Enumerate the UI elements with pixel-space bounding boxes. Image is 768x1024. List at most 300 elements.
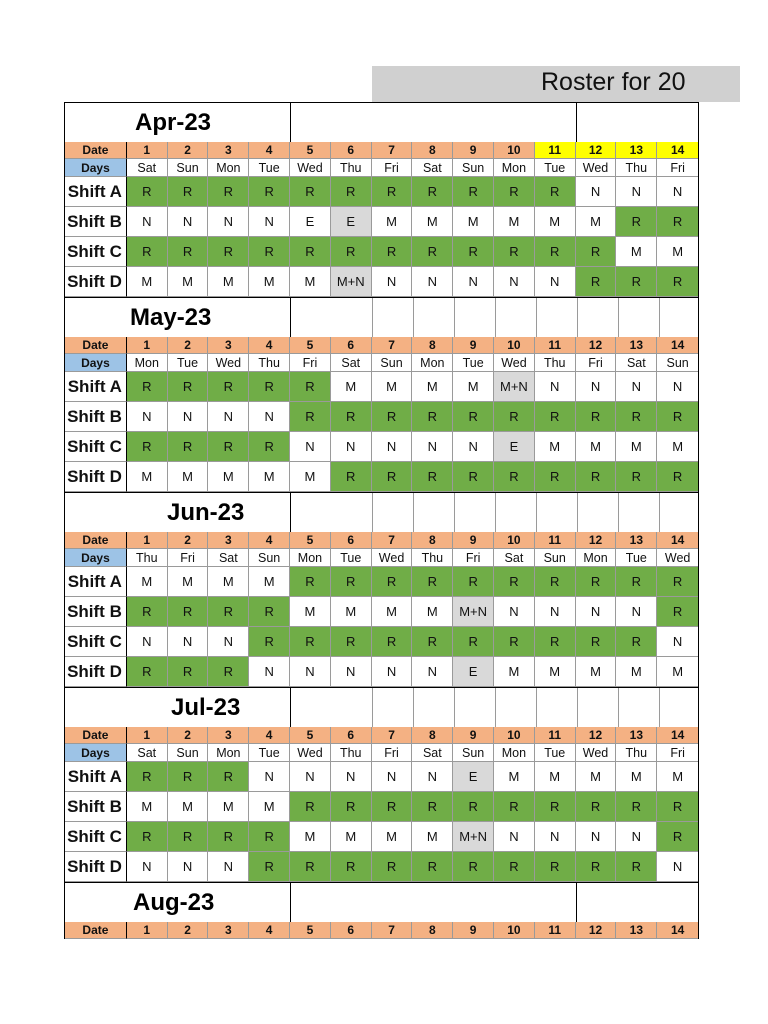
date-cell: 7: [372, 727, 413, 744]
shift-cell: R: [453, 462, 494, 492]
date-cell: 1: [127, 922, 168, 939]
shift-cell: E: [290, 207, 331, 237]
shift-cell: M: [494, 207, 535, 237]
month-title: Jul-23: [171, 693, 241, 721]
shift-cell: M: [372, 597, 413, 627]
month-title: Apr-23: [135, 108, 212, 136]
header-gridline: [659, 688, 660, 727]
shift-cell: M: [412, 822, 453, 852]
shift-cell: N: [657, 372, 698, 402]
date-cell: 13: [616, 922, 657, 939]
date-cell: 13: [616, 727, 657, 744]
shift-row: [64, 597, 699, 627]
date-cell: 6: [331, 922, 372, 939]
shift-cell: R: [249, 627, 290, 657]
shift-cell: N: [331, 432, 372, 462]
shift-cell: N: [535, 597, 576, 627]
shift-cell: R: [657, 402, 698, 432]
shift-cell: R: [412, 792, 453, 822]
date-cell: 9: [453, 142, 494, 159]
shift-cell: N: [127, 402, 168, 432]
shift-cell: R: [208, 237, 249, 267]
shift-cell: R: [616, 207, 657, 237]
date-cell: 2: [168, 142, 209, 159]
shift-cell: M: [331, 822, 372, 852]
shift-cell: R: [372, 567, 413, 597]
date-label: Date: [65, 727, 127, 744]
shift-cell: R: [208, 432, 249, 462]
shift-cell: R: [535, 462, 576, 492]
header-divider: [576, 103, 577, 142]
header-gridline: [536, 493, 537, 532]
shift-label: Shift B: [65, 597, 127, 627]
shift-cell: R: [453, 567, 494, 597]
shift-cell: M: [453, 207, 494, 237]
header-divider: [290, 688, 291, 727]
roster-title: Roster for 20: [541, 68, 686, 96]
shift-cell: R: [290, 792, 331, 822]
shift-cell: R: [494, 567, 535, 597]
date-cell: 6: [331, 532, 372, 549]
date-cell: 11: [535, 922, 576, 939]
date-label: Date: [65, 142, 127, 159]
shift-row: [64, 627, 699, 657]
days-label: Days: [65, 549, 127, 567]
shift-label: Shift D: [65, 852, 127, 882]
day-cell: Tue: [616, 549, 657, 567]
shift-cell: N: [576, 177, 617, 207]
days-row: [64, 354, 699, 372]
shift-cell: M: [249, 267, 290, 297]
shift-cell: N: [576, 597, 617, 627]
shift-cell: R: [331, 237, 372, 267]
shift-cell: R: [208, 177, 249, 207]
date-cell: 8: [412, 922, 453, 939]
day-cell: Thu: [331, 159, 372, 177]
shift-cell: R: [412, 237, 453, 267]
month-header: [64, 882, 699, 922]
date-label: Date: [65, 337, 127, 354]
date-cell: 11: [535, 727, 576, 744]
date-cell: 8: [412, 337, 453, 354]
shift-cell: R: [576, 852, 617, 882]
date-cell: 14: [657, 922, 698, 939]
shift-cell: R: [208, 657, 249, 687]
shift-label: Shift C: [65, 237, 127, 267]
shift-label: Shift C: [65, 432, 127, 462]
header-gridline: [536, 298, 537, 337]
day-cell: Mon: [412, 354, 453, 372]
shift-cell: M: [657, 237, 698, 267]
shift-cell: R: [494, 627, 535, 657]
date-cell: 13: [616, 337, 657, 354]
shift-cell: R: [412, 177, 453, 207]
shift-cell: R: [453, 852, 494, 882]
day-cell: Thu: [616, 744, 657, 762]
shift-cell: R: [168, 822, 209, 852]
day-cell: Sun: [168, 159, 209, 177]
date-cell: 5: [290, 337, 331, 354]
shift-cell: R: [616, 792, 657, 822]
shift-cell: M: [372, 822, 413, 852]
shift-cell: N: [576, 372, 617, 402]
shift-cell: N: [249, 402, 290, 432]
month-header: [64, 297, 699, 337]
shift-cell: R: [168, 762, 209, 792]
shift-cell: N: [290, 432, 331, 462]
date-cell: 10: [494, 337, 535, 354]
header-gridline: [536, 688, 537, 727]
shift-label: Shift A: [65, 762, 127, 792]
date-cell: 4: [249, 532, 290, 549]
shift-cell: R: [168, 657, 209, 687]
day-cell: Sun: [453, 744, 494, 762]
header-gridline: [413, 493, 414, 532]
date-label: Date: [65, 922, 127, 939]
shift-cell: R: [249, 237, 290, 267]
day-cell: Thu: [331, 744, 372, 762]
shift-cell: R: [412, 567, 453, 597]
date-cell: 3: [208, 337, 249, 354]
day-cell: Tue: [249, 744, 290, 762]
day-cell: Fri: [372, 744, 413, 762]
shift-cell: R: [453, 402, 494, 432]
day-cell: Sun: [453, 159, 494, 177]
shift-cell: N: [208, 627, 249, 657]
shift-cell: R: [290, 852, 331, 882]
date-cell: 3: [208, 532, 249, 549]
shift-cell: R: [168, 177, 209, 207]
date-row: [64, 337, 699, 354]
date-cell: 14: [657, 727, 698, 744]
date-row: [64, 727, 699, 744]
day-cell: Thu: [249, 354, 290, 372]
shift-cell: N: [208, 402, 249, 432]
day-cell: Wed: [372, 549, 413, 567]
day-cell: Fri: [657, 744, 698, 762]
shift-cell: R: [208, 762, 249, 792]
shift-cell: R: [535, 792, 576, 822]
date-cell: 5: [290, 922, 331, 939]
date-cell: 1: [127, 337, 168, 354]
shift-cell: M: [616, 432, 657, 462]
day-cell: Mon: [208, 744, 249, 762]
shift-cell: M: [331, 372, 372, 402]
shift-cell: R: [168, 432, 209, 462]
day-cell: Tue: [249, 159, 290, 177]
shift-row: [64, 567, 699, 597]
shift-cell: N: [127, 627, 168, 657]
shift-cell: R: [657, 462, 698, 492]
date-cell: 1: [127, 142, 168, 159]
shift-row: [64, 462, 699, 492]
header-divider: [290, 298, 291, 337]
shift-cell: M: [616, 237, 657, 267]
shift-cell: R: [127, 237, 168, 267]
shift-cell: R: [127, 597, 168, 627]
day-cell: Thu: [412, 549, 453, 567]
shift-cell: M: [576, 657, 617, 687]
shift-label: Shift D: [65, 657, 127, 687]
shift-cell: R: [290, 177, 331, 207]
shift-cell: R: [535, 627, 576, 657]
date-cell: 12: [576, 337, 617, 354]
date-cell: 12: [576, 922, 617, 939]
shift-cell: R: [372, 462, 413, 492]
shift-cell: R: [535, 237, 576, 267]
shift-cell: N: [616, 597, 657, 627]
shift-label: Shift D: [65, 267, 127, 297]
shift-cell: E: [494, 432, 535, 462]
date-cell: 11: [535, 532, 576, 549]
day-cell: Thu: [127, 549, 168, 567]
shift-cell: N: [127, 207, 168, 237]
shift-cell: R: [616, 267, 657, 297]
shift-cell: N: [290, 762, 331, 792]
shift-cell: R: [208, 822, 249, 852]
shift-cell: M: [127, 267, 168, 297]
shift-cell: M: [616, 762, 657, 792]
shift-cell: R: [535, 852, 576, 882]
shift-row: [64, 372, 699, 402]
day-cell: Sun: [249, 549, 290, 567]
shift-cell: M: [290, 822, 331, 852]
shift-cell: R: [127, 177, 168, 207]
date-cell: 2: [168, 337, 209, 354]
shift-cell: N: [331, 762, 372, 792]
date-cell: 8: [412, 142, 453, 159]
shift-row: [64, 792, 699, 822]
date-cell: 12: [576, 142, 617, 159]
header-gridline: [495, 298, 496, 337]
shift-cell: R: [208, 597, 249, 627]
shift-cell: R: [576, 237, 617, 267]
day-cell: Mon: [290, 549, 331, 567]
day-cell: Fri: [372, 159, 413, 177]
shift-cell: M: [127, 462, 168, 492]
shift-cell: R: [494, 462, 535, 492]
shift-cell: R: [168, 597, 209, 627]
shift-cell: M: [657, 762, 698, 792]
month-header: [64, 687, 699, 727]
day-cell: Sat: [412, 744, 453, 762]
shift-cell: R: [249, 852, 290, 882]
header-gridline: [372, 298, 373, 337]
shift-cell: R: [412, 852, 453, 882]
date-cell: 8: [412, 532, 453, 549]
header-gridline: [372, 688, 373, 727]
date-cell: 11: [535, 142, 576, 159]
shift-cell: N: [494, 267, 535, 297]
date-cell: 2: [168, 922, 209, 939]
roster-sheet: [64, 102, 699, 939]
shift-label: Shift B: [65, 207, 127, 237]
header-gridline: [495, 493, 496, 532]
shift-cell: R: [453, 627, 494, 657]
shift-cell: M: [168, 267, 209, 297]
shift-cell: E: [453, 762, 494, 792]
shift-cell: R: [657, 822, 698, 852]
shift-cell: N: [168, 627, 209, 657]
shift-cell: M: [372, 207, 413, 237]
day-cell: Thu: [616, 159, 657, 177]
date-cell: 3: [208, 727, 249, 744]
days-label: Days: [65, 744, 127, 762]
shift-cell: R: [372, 792, 413, 822]
shift-cell: R: [372, 237, 413, 267]
shift-cell: R: [616, 627, 657, 657]
header-gridline: [413, 688, 414, 727]
shift-cell: N: [290, 657, 331, 687]
header-gridline: [454, 493, 455, 532]
date-cell: 8: [412, 727, 453, 744]
shift-cell: M: [657, 657, 698, 687]
shift-cell: R: [657, 597, 698, 627]
shift-cell: R: [290, 372, 331, 402]
shift-cell: M: [290, 267, 331, 297]
day-cell: Fri: [290, 354, 331, 372]
shift-cell: M: [576, 762, 617, 792]
shift-cell: M: [208, 267, 249, 297]
day-cell: Wed: [290, 744, 331, 762]
shift-cell: R: [208, 372, 249, 402]
shift-cell: R: [290, 237, 331, 267]
shift-cell: R: [535, 402, 576, 432]
shift-cell: N: [657, 627, 698, 657]
shift-cell: N: [616, 822, 657, 852]
shift-row: [64, 762, 699, 792]
shift-cell: N: [535, 372, 576, 402]
shift-row: [64, 267, 699, 297]
date-label: Date: [65, 532, 127, 549]
shift-cell: R: [494, 852, 535, 882]
date-cell: 2: [168, 727, 209, 744]
date-cell: 7: [372, 922, 413, 939]
shift-cell: N: [657, 852, 698, 882]
shift-cell: M: [412, 597, 453, 627]
shift-cell: R: [168, 372, 209, 402]
day-cell: Mon: [576, 549, 617, 567]
shift-cell: R: [249, 372, 290, 402]
shift-label: Shift A: [65, 372, 127, 402]
shift-cell: M: [208, 567, 249, 597]
date-row: [64, 532, 699, 549]
shift-cell: M: [576, 432, 617, 462]
shift-row: [64, 822, 699, 852]
date-cell: 9: [453, 337, 494, 354]
shift-cell: N: [412, 432, 453, 462]
shift-cell: N: [208, 207, 249, 237]
shift-cell: R: [249, 597, 290, 627]
shift-cell: R: [249, 822, 290, 852]
date-cell: 3: [208, 142, 249, 159]
shift-cell: M: [616, 657, 657, 687]
shift-cell: R: [372, 177, 413, 207]
date-cell: 1: [127, 532, 168, 549]
date-cell: 5: [290, 532, 331, 549]
date-cell: 7: [372, 532, 413, 549]
header-gridline: [495, 688, 496, 727]
date-cell: 5: [290, 727, 331, 744]
shift-cell: R: [657, 792, 698, 822]
shift-cell: R: [535, 567, 576, 597]
date-cell: 10: [494, 922, 535, 939]
shift-cell: E: [331, 207, 372, 237]
shift-row: [64, 852, 699, 882]
days-row: [64, 159, 699, 177]
shift-cell: M: [535, 207, 576, 237]
header-divider: [290, 103, 291, 142]
month-block-jun-23: [64, 492, 699, 687]
date-cell: 12: [576, 532, 617, 549]
day-cell: Thu: [535, 354, 576, 372]
shift-cell: R: [372, 852, 413, 882]
shift-cell: M: [168, 792, 209, 822]
day-cell: Tue: [535, 159, 576, 177]
date-cell: 3: [208, 922, 249, 939]
shift-cell: N: [168, 207, 209, 237]
shift-row: [64, 432, 699, 462]
day-cell: Mon: [494, 159, 535, 177]
day-cell: Sat: [127, 744, 168, 762]
shift-cell: R: [372, 627, 413, 657]
shift-cell: N: [412, 762, 453, 792]
shift-cell: N: [372, 657, 413, 687]
date-cell: 7: [372, 337, 413, 354]
day-cell: Sun: [657, 354, 698, 372]
shift-cell: M: [127, 792, 168, 822]
day-cell: Wed: [576, 159, 617, 177]
day-cell: Sun: [168, 744, 209, 762]
shift-cell: R: [290, 402, 331, 432]
month-block-may-23: [64, 297, 699, 492]
shift-label: Shift D: [65, 462, 127, 492]
shift-cell: R: [412, 402, 453, 432]
shift-cell: M: [494, 657, 535, 687]
shift-cell: R: [249, 432, 290, 462]
days-label: Days: [65, 159, 127, 177]
shift-cell: M: [453, 372, 494, 402]
shift-cell: M: [494, 762, 535, 792]
shift-cell: N: [412, 657, 453, 687]
shift-cell: N: [616, 372, 657, 402]
date-cell: 10: [494, 727, 535, 744]
date-cell: 6: [331, 337, 372, 354]
shift-cell: N: [331, 657, 372, 687]
month-title: Aug-23: [133, 888, 215, 916]
shift-cell: R: [331, 177, 372, 207]
month-block-aug-23: [64, 882, 699, 939]
shift-cell: R: [412, 627, 453, 657]
date-cell: 14: [657, 337, 698, 354]
shift-cell: N: [494, 822, 535, 852]
month-block-apr-23: [64, 102, 699, 297]
shift-cell: R: [576, 462, 617, 492]
date-cell: 14: [657, 142, 698, 159]
shift-row: [64, 657, 699, 687]
day-cell: Tue: [535, 744, 576, 762]
header-gridline: [413, 298, 414, 337]
shift-cell: M: [535, 432, 576, 462]
shift-cell: M: [127, 567, 168, 597]
shift-label: Shift C: [65, 627, 127, 657]
shift-cell: R: [372, 402, 413, 432]
shift-label: Shift A: [65, 177, 127, 207]
header-divider: [290, 883, 291, 922]
date-cell: 1: [127, 727, 168, 744]
shift-cell: R: [576, 627, 617, 657]
date-cell: 7: [372, 142, 413, 159]
